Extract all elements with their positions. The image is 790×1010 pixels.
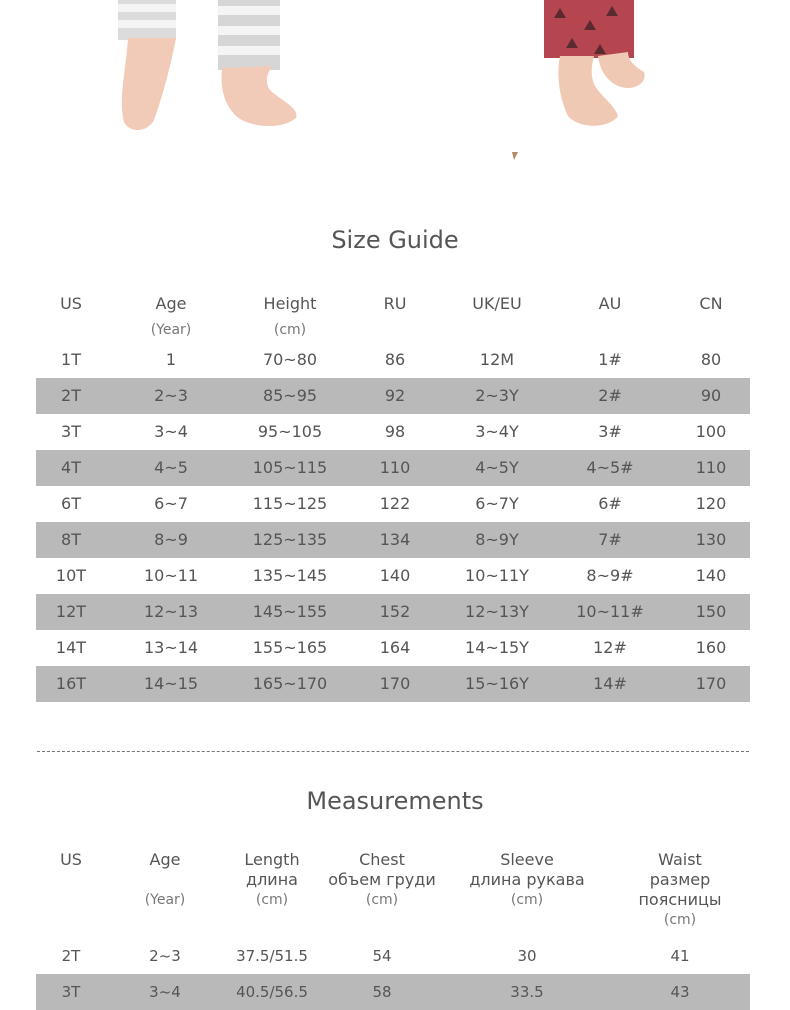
table-row [36, 342, 750, 378]
measurements-header-cell [444, 848, 610, 938]
table-row [36, 630, 750, 666]
size-guide-header-cell [446, 288, 548, 342]
table-cell: 4~5# [548, 450, 672, 486]
table-row [36, 486, 750, 522]
table-cell: 3T [61, 422, 81, 441]
table-row [36, 938, 750, 974]
table-cell: 4T [36, 450, 106, 486]
header-label: Height [263, 294, 317, 313]
size-guide-header-row [36, 288, 750, 342]
right-child-legs [544, 0, 645, 126]
table-cell: 4~5 [106, 450, 236, 486]
table-row [36, 594, 750, 630]
left-child-legs [118, 0, 297, 130]
table-cell: 12~13 [106, 594, 236, 630]
table-cell: 13~14 [143, 638, 199, 657]
measurements-header-cell [610, 848, 750, 938]
table-cell: 16T [36, 666, 106, 702]
table-cell: 14~15Y [465, 638, 529, 657]
table-cell: 10T [55, 566, 87, 585]
header-label: CN [699, 294, 723, 313]
size-guide-header-cell [672, 288, 750, 342]
table-cell: 3~4 [154, 422, 188, 441]
table-cell: 12# [593, 638, 627, 657]
table-cell: 40.5/56.5 [224, 974, 320, 1010]
size-guide-header-cell [344, 288, 446, 342]
table-cell: 135~145 [252, 566, 328, 585]
header-label: Age [155, 294, 187, 313]
table-cell: 14~15 [106, 666, 236, 702]
header-label: US [60, 294, 82, 313]
table-cell: 85~95 [236, 378, 344, 414]
size-guide-header-cell [36, 288, 106, 342]
table-cell: 110 [344, 450, 446, 486]
table-cell: 105~115 [236, 450, 344, 486]
table-cell: 14T [55, 638, 87, 657]
table-cell: 10~11# [548, 594, 672, 630]
header-unit: (cm) [255, 892, 289, 908]
size-guide-header-cell [106, 288, 236, 342]
table-cell: 10~11Y [465, 566, 529, 585]
table-cell: 33.5 [444, 974, 610, 1010]
table-cell: 170 [344, 666, 446, 702]
header-unit: (cm) [365, 892, 399, 908]
table-cell: 12~13Y [446, 594, 548, 630]
table-cell: 140 [379, 566, 411, 585]
table-cell: 2T [36, 378, 106, 414]
table-cell: 140 [695, 566, 727, 585]
table-cell: 165~170 [236, 666, 344, 702]
table-cell: 14# [548, 666, 672, 702]
table-cell: 54 [372, 947, 392, 965]
table-cell: 1T [61, 350, 81, 369]
table-cell: 86 [384, 350, 406, 369]
table-cell: 95~105 [257, 422, 323, 441]
measurements-header-cell [320, 848, 444, 938]
table-cell: 98 [384, 422, 406, 441]
table-row [36, 666, 750, 702]
table-cell: 8~9Y [446, 522, 548, 558]
table-cell: 41 [670, 947, 690, 965]
table-row [36, 558, 750, 594]
table-cell: 80 [700, 350, 722, 369]
product-photo-illustration [0, 0, 790, 175]
table-row [36, 974, 750, 1010]
header-unit: (Year) [144, 892, 186, 908]
size-guide-header-cell [548, 288, 672, 342]
size-guide-table [36, 288, 750, 702]
table-cell: 6# [598, 494, 622, 513]
table-cell: 43 [610, 974, 750, 1010]
table-cell: 110 [672, 450, 750, 486]
table-cell: 15~16Y [446, 666, 548, 702]
measurements-header-cell [224, 848, 320, 938]
table-cell: 30 [517, 947, 537, 965]
size-guide-title: Size Guide [331, 226, 459, 254]
table-cell: 8~9# [586, 566, 634, 585]
measurements-title: Measurements [306, 787, 484, 815]
header-russian-label: объем груди [328, 870, 436, 889]
table-cell: 152 [344, 594, 446, 630]
table-cell: 12M [479, 350, 515, 369]
size-guide-body [36, 342, 750, 702]
measurements-body [36, 938, 750, 1010]
table-cell: 10~11 [143, 566, 199, 585]
table-cell: 2# [548, 378, 672, 414]
table-cell: 7# [548, 522, 672, 558]
header-label: RU [383, 294, 407, 313]
table-cell: 3# [598, 422, 622, 441]
table-cell: 1 [165, 350, 177, 369]
header-russian-label: длина рукава [469, 870, 585, 889]
header-label: US [60, 850, 82, 869]
section-divider [37, 751, 749, 752]
table-row [36, 450, 750, 486]
header-unit: (Year) [150, 322, 192, 338]
table-cell: 70~80 [262, 350, 318, 369]
table-cell: 160 [695, 638, 727, 657]
table-cell: 125~135 [236, 522, 344, 558]
table-cell: 145~155 [236, 594, 344, 630]
table-cell: 90 [672, 378, 750, 414]
table-row [36, 522, 750, 558]
table-cell: 2T [61, 947, 81, 965]
table-cell: 4~5Y [446, 450, 548, 486]
header-label: Length [244, 850, 300, 869]
table-cell: 122 [379, 494, 411, 513]
table-cell: 155~165 [252, 638, 328, 657]
table-cell: 2~3 [106, 378, 236, 414]
table-cell: 3~4Y [475, 422, 519, 441]
header-unit: (cm) [663, 912, 697, 928]
table-cell: 12T [36, 594, 106, 630]
table-cell: 164 [379, 638, 411, 657]
table-cell: 1# [598, 350, 622, 369]
measurements-header-row [36, 848, 750, 938]
table-cell: 2~3 [149, 947, 181, 965]
table-cell: 37.5/51.5 [236, 947, 308, 965]
header-russian-label: размер поясницы [638, 870, 722, 909]
header-label: Sleeve [500, 850, 554, 869]
header-russian-label [36, 870, 106, 890]
table-cell: 3T [36, 974, 106, 1010]
header-label: Waist [658, 850, 702, 869]
table-cell: 58 [320, 974, 444, 1010]
header-label: Age [149, 850, 181, 869]
table-cell: 115~125 [252, 494, 328, 513]
product-photo [0, 0, 790, 175]
header-unit: (cm) [273, 322, 307, 338]
measurements-table [36, 848, 750, 1010]
header-label: Chest [359, 850, 405, 869]
table-cell: 150 [672, 594, 750, 630]
table-row [36, 414, 750, 450]
size-guide-header-cell [236, 288, 344, 342]
header-unit: (cm) [510, 892, 544, 908]
header-label: UK/EU [472, 294, 522, 313]
table-cell: 8~9 [106, 522, 236, 558]
table-cell: 100 [695, 422, 727, 441]
table-cell: 120 [695, 494, 727, 513]
table-cell: 6T [61, 494, 81, 513]
table-cell: 3~4 [106, 974, 224, 1010]
table-cell: 92 [344, 378, 446, 414]
table-cell: 8T [36, 522, 106, 558]
table-row [36, 378, 750, 414]
table-cell: 130 [672, 522, 750, 558]
measurements-header-cell [36, 848, 106, 938]
table-cell: 170 [672, 666, 750, 702]
table-cell: 6~7Y [475, 494, 519, 513]
table-cell: 6~7 [154, 494, 188, 513]
table-cell: 134 [344, 522, 446, 558]
measurements-header-cell [106, 848, 224, 938]
header-russian-label: длина [246, 870, 298, 889]
header-label: AU [598, 294, 622, 313]
table-cell: 2~3Y [446, 378, 548, 414]
header-russian-label [106, 870, 224, 890]
